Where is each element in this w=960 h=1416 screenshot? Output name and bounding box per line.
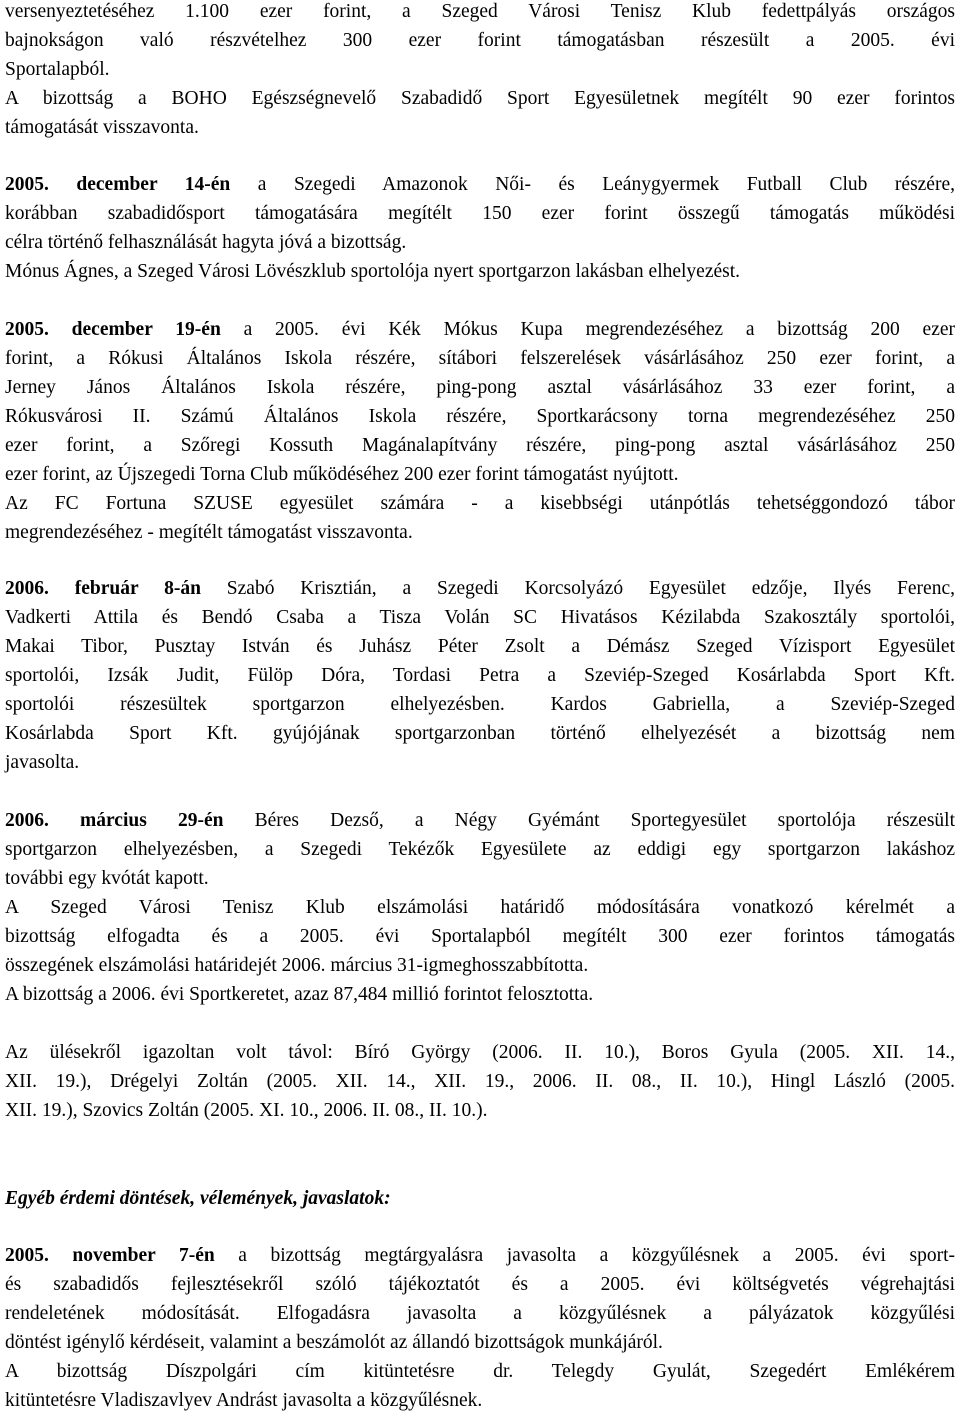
section-heading: Egyéb érdemi döntések, vélemények, javaslatok: [5,1188,391,1209]
text-line: megrendezéséhez - megítélt támogatást visszavonta. [5,522,413,543]
text-line: 2005. november 7-én a bizottság megtárgyalásra javasolta a közgyűlésnek a 2005. évi sport- [5,1245,955,1266]
text-line: sportolói, Izsák Judit, Fülöp Dóra, Tordasi Petra a Szeviép-Szeged Kosárlabda Sport Kft. [5,665,955,686]
text-line: Kosárlabda Sport Kft. gyújójának sportgarzonban történő elhelyezését a bizottság nem [5,723,955,744]
text-line: 2006. február 8-án Szabó Krisztián, a Szegedi Korcsolyázó Egyesület edzője, Ilyés Ferenc, [5,578,955,599]
text-line: Rókusvárosi II. Számú Általános Iskola részére, Sportkarácsony torna megrendezéséhez 250 [5,406,955,427]
date-label: 2005. december 19-én [5,319,221,340]
text-line: XII. 19.), Szovics Zoltán (2005. XI. 10., 2006. II. 08., II. 10.). [5,1100,488,1121]
text-line: további egy kvótát kapott. [5,868,209,889]
text-line: javasolta. [5,752,80,773]
text-line: célra történő felhasználását hagyta jóvá a bizottság. [5,232,407,253]
text-line: támogatását visszavonta. [5,117,199,138]
text-line: A bizottság a 2006. évi Sportkeretet, azaz 87,484 millió forintot felosztotta. [5,984,594,1005]
text-line: és szabadidős fejlesztésekről szóló tájékoztatót és a 2005. évi költségvetés végrehajtási [5,1274,955,1295]
text-line: bizottság elfogadta és a 2005. évi Sportalapból megítélt 300 ezer forintos támogatás [5,926,955,947]
text-line: 2005. december 19-én a 2005. évi Kék Mókus Kupa megrendezéséhez a bizottság 200 ezer [5,319,955,340]
text-line: A bizottság Díszpolgári cím kitüntetésre dr. Telegdy Gyulát, Szegedért Emlékérem [5,1361,955,1382]
text-line: versenyeztetéséhez 1.100 ezer forint, a Szeged Városi Tenisz Klub fedettpályás országos [5,1,955,22]
text-line: korábban szabadidősport támogatására megítélt 150 ezer forint összegű támogatás működési [5,203,955,224]
text-line: A bizottság a BOHO Egészségnevelő Szabadidő Sport Egyesületnek megítélt 90 ezer forintos [5,88,955,109]
text-line: sportgarzon elhelyezésben, a Szegedi Tekézők Egyesülete az eddigi egy sportgarzon lakáshoz [5,839,955,860]
date-label: 2006. február 8-án [5,578,201,599]
date-label: 2005. november 7-én [5,1245,215,1266]
text-line: forint, a Rókusi Általános Iskola részére, sítábori felszerelések vásárlásához 250 ezer forint, a [5,348,955,369]
text-line: összegének elszámolási határidejét 2006. március 31-igmeghosszabbította. [5,955,589,976]
text-line: kitüntetésre Vladiszavlyev Andrást javasolta a közgyűlésnek. [5,1390,483,1411]
text-line: 2005. december 14-én a Szegedi Amazonok Női- és Leánygyermek Futball Club részére, [5,174,955,195]
text-line: Makai Tibor, Pusztay István és Juhász Péter Zsolt a Démász Szeged Vízisport Egyesület [5,636,955,657]
text-line: Az FC Fortuna SZUSE egyesület számára - a kisebbségi utánpótlás tehetséggondozó tábor [5,493,955,514]
text-line: ezer forint, az Újszegedi Torna Club működéséhez 200 ezer forint támogatást nyújtott. [5,464,679,485]
text-line: sportolói részesültek sportgarzon elhelyezésben. Kardos Gabriella, a Szeviép-Szeged [5,694,955,715]
text-line: 2006. március 29-én Béres Dezső, a Négy Gyémánt Sportegyesület sportolója részesült [5,810,956,831]
text-line: A Szeged Városi Tenisz Klub elszámolási határidő módosítására vonatkozó kérelmét a [5,897,955,918]
text-line: Mónus Ágnes, a Szeged Városi Lövészklub sportolója nyert sportgarzon lakásban elhelyezést. [5,261,741,282]
text-line: rendeletének módosítását. Elfogadásra javasolta a közgyűlésnek a pályázatok közgyűlési [5,1303,955,1324]
text-line: döntést igénylő kérdéseit, valamint a beszámolót az állandó bizottságok munkájáról. [5,1332,663,1353]
text-line: Vadkerti Attila és Bendó Csaba a Tisza Volán SC Hivatásos Kézilabda Szakosztály sportolói, [5,607,955,628]
date-label: 2005. december 14-én [5,174,231,195]
text-line: bajnokságon való részvételhez 300 ezer forint támogatásban részesült a 2005. évi [5,30,955,51]
text-line: Az ülésekről igazoltan volt távol: Bíró György (2006. II. 10.), Boros Gyula (2005. XII. 14., [5,1042,955,1063]
date-label: 2006. március 29-én [5,810,224,831]
text-line: Jerney János Általános Iskola részére, ping-pong asztal vásárlásához 33 ezer forint, a [5,377,955,398]
text-line: XII. 19.), Drégelyi Zoltán (2005. XII. 14., XII. 19., 2006. II. 08., II. 10.), Hingl László (2005. [5,1071,955,1092]
text-line: ezer forint, a Szőregi Kossuth Magánalapítvány részére, ping-pong asztal vásárlásához 250 [5,435,955,456]
text-line: Sportalapból. [5,59,110,80]
